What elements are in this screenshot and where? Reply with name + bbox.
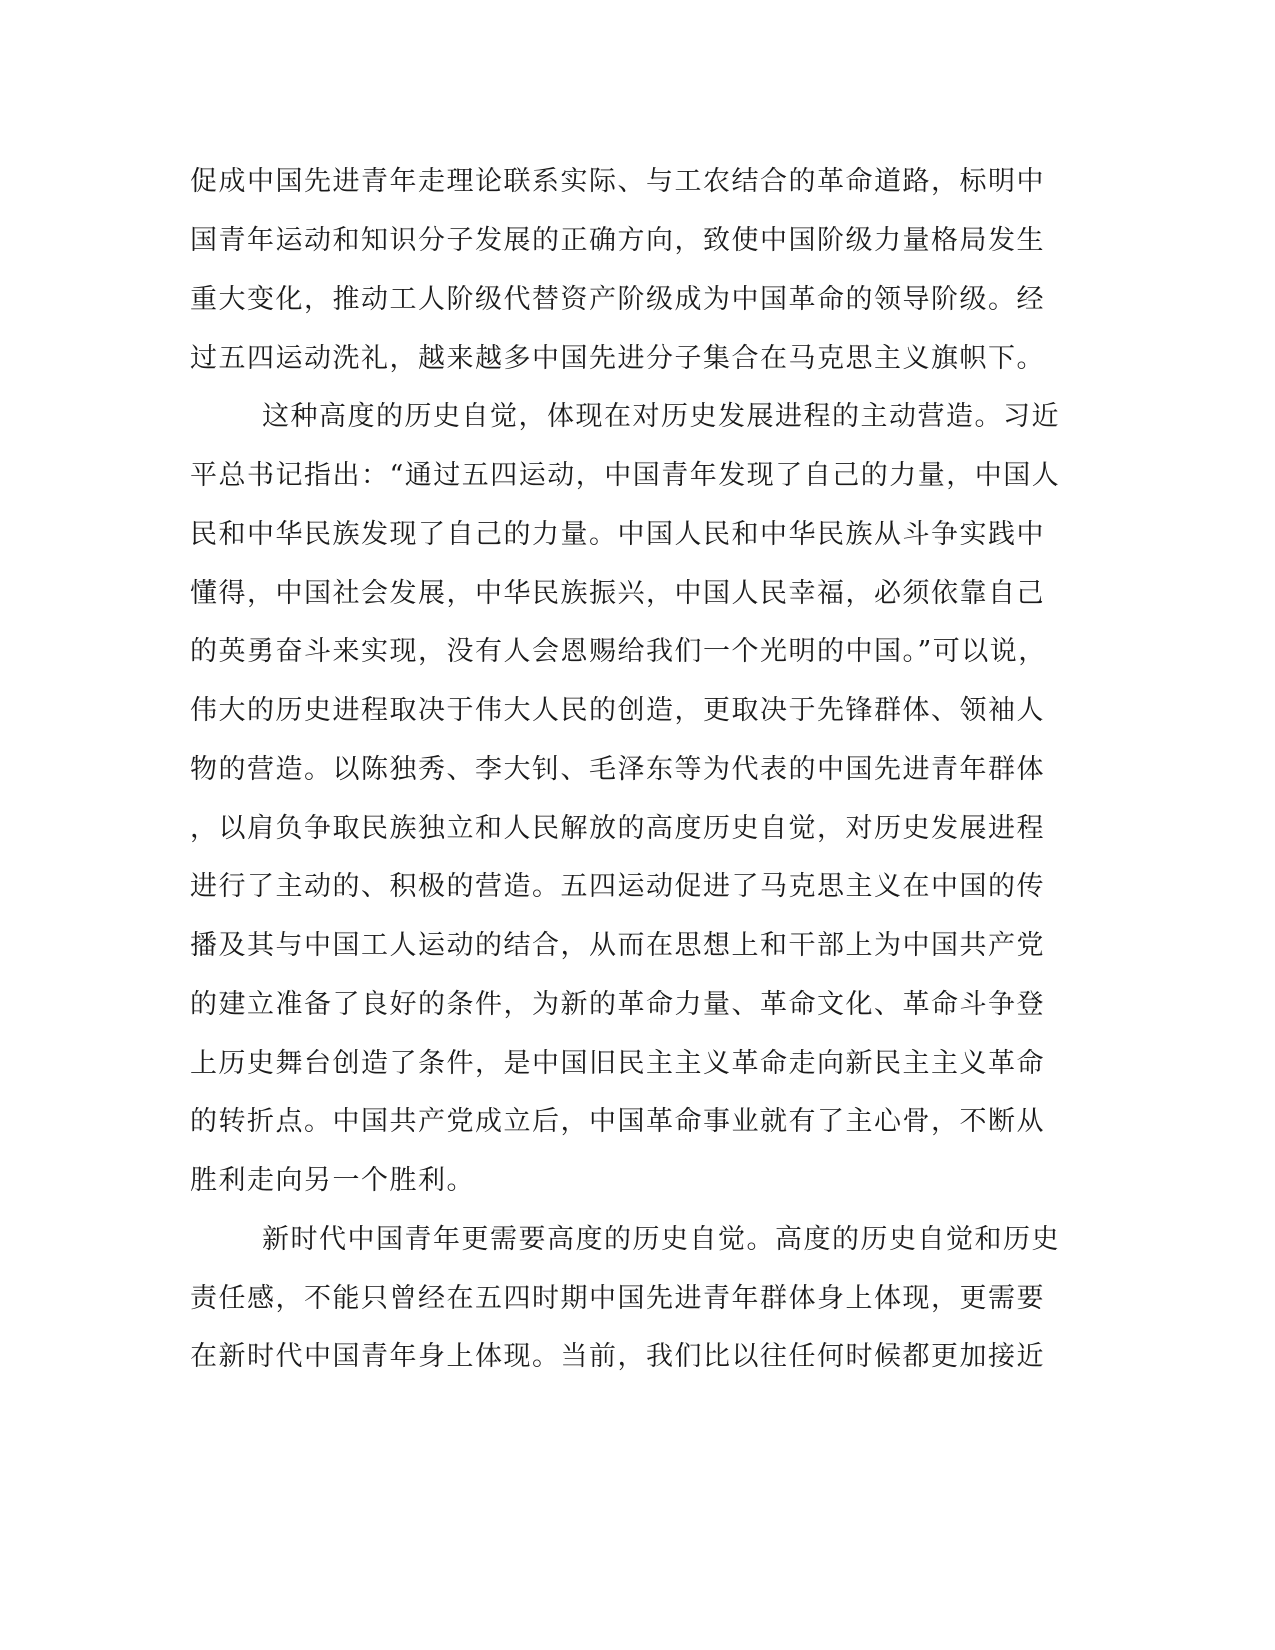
text-line: 责任感，不能只曾经在五四时期中国先进青年群体身上体现，更需要 [190,1283,1045,1314]
paragraph-first-line: 这种高度的历史自觉，体现在对历史发展进程的主动营造。习近 [262,401,1060,432]
text-line: 平总书记指出：“通过五四运动，中国青年发现了自己的力量，中国人 [190,460,1061,491]
text-line: 促成中国先进青年走理论联系实际、与工农结合的革命道路，标明中 [190,166,1045,197]
text-line: 的英勇奋斗来实现，没有人会恩赐给我们一个光明的中国。”可以说， [190,636,1047,667]
text-line: ，以肩负争取民族独立和人民解放的高度历史自觉，对历史发展进程 [190,813,1045,844]
text-line: 播及其与中国工人运动的结合，从而在思想上和干部上为中国共产党 [190,930,1045,961]
text-line: 在新时代中国青年身上体现。当前，我们比以往任何时候都更加接近 [190,1341,1045,1372]
text-line: 伟大的历史进程取决于伟大人民的创造，更取决于先锋群体、领袖人 [190,695,1045,726]
text-line: 民和中华民族发现了自己的力量。中国人民和中华民族从斗争实践中 [190,519,1045,550]
text-line: 的转折点。中国共产党成立后，中国革命事业就有了主心骨，不断从 [190,1106,1045,1137]
paragraph-first-line: 新时代中国青年更需要高度的历史自觉。高度的历史自觉和历史 [262,1224,1060,1255]
text-line: 上历史舞台创造了条件，是中国旧民主主义革命走向新民主主义革命 [190,1048,1045,1079]
text-line: 的建立准备了良好的条件，为新的革命力量、革命文化、革命斗争登 [190,989,1045,1020]
text-line: 胜利走向另一个胜利。 [190,1165,475,1196]
text-line: 物的营造。以陈独秀、李大钊、毛泽东等为代表的中国先进青年群体 [190,754,1045,785]
text-line: 重大变化，推动工人阶级代替资产阶级成为中国革命的领导阶级。经 [190,284,1045,315]
text-line: 过五四运动洗礼，越来越多中国先进分子集合在马克思主义旗帜下。 [190,343,1045,374]
text-line: 国青年运动和知识分子发展的正确方向，致使中国阶级力量格局发生 [190,225,1045,256]
text-line: 懂得，中国社会发展，中华民族振兴，中国人民幸福，必须依靠自己 [190,578,1045,609]
text-line: 进行了主动的、积极的营造。五四运动促进了马克思主义在中国的传 [190,871,1045,902]
